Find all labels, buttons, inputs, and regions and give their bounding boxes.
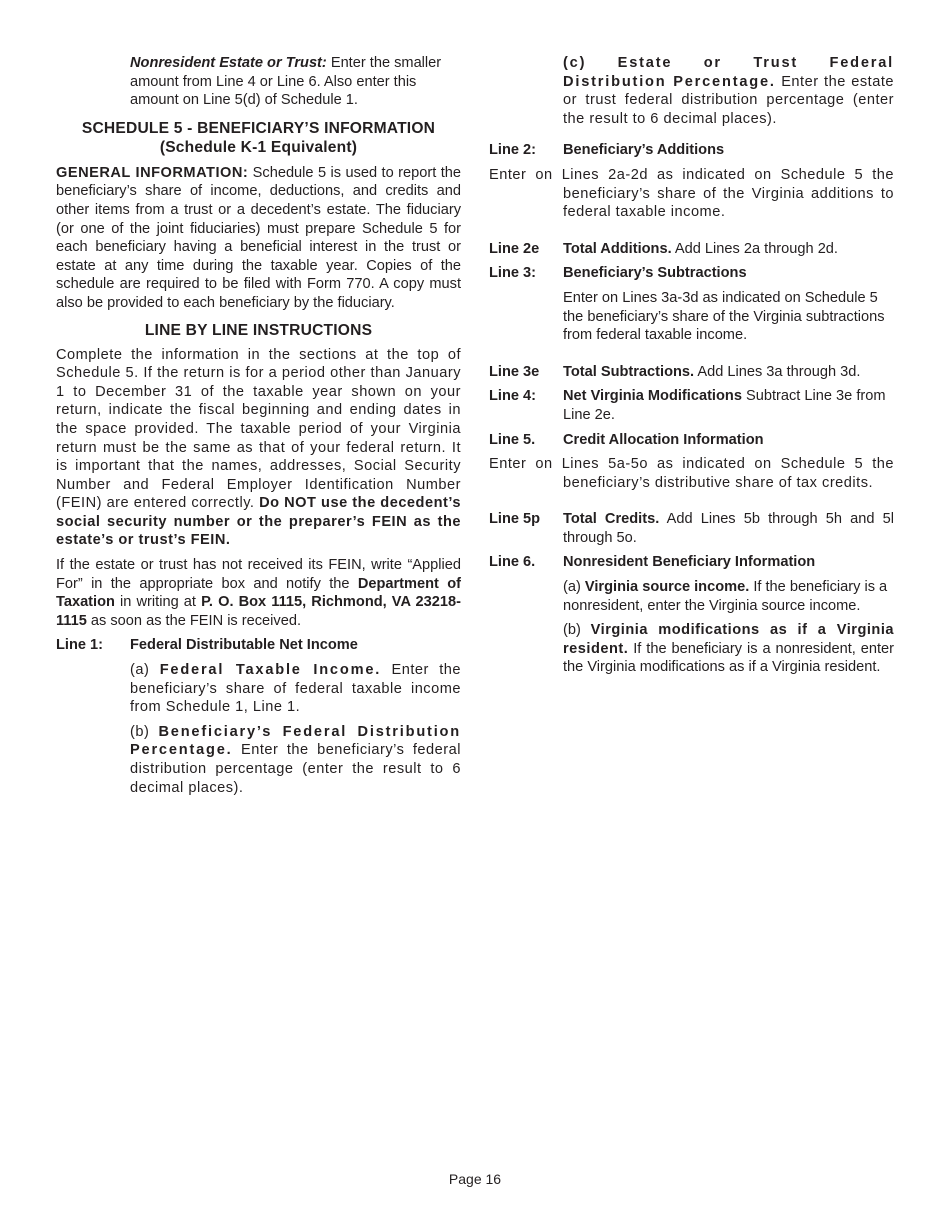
line1-title: Federal Distributable Net Income	[130, 637, 358, 654]
line6-label: Line 6.	[489, 554, 536, 571]
general-information-label: GENERAL INFORMATION:	[56, 164, 249, 181]
general-information-text: Schedule 5 is used to report the beneficiary’s share of income, deductions, and credits and other items from a trust or a decedent’s estate. The fiduciary (or one of the joint fiduciaries) must prepare Schedule 5 for each beneficiary having a beneficial interest in the trust or estate at any time during the taxable year. Copies of the schedule are required to be filed with Form 770. A copy must also be provided to each beneficiary by the fiduciary.	[56, 164, 461, 311]
line4-text: Subtract Line 3e from Line 2e.	[563, 388, 886, 423]
nonresident-estate-paragraph	[130, 54, 461, 110]
line2-title: Beneficiary’s Additions	[563, 142, 725, 159]
line1b-paragraph	[130, 723, 461, 797]
line2-label: Line 2:	[489, 142, 537, 159]
line1a-paragraph	[130, 661, 461, 717]
line6-title: Nonresident Beneficiary Information	[563, 554, 816, 571]
line2e-row	[489, 240, 894, 259]
line6a-paragraph	[563, 578, 894, 615]
department-name: Department of Taxation	[56, 575, 461, 611]
schedule5-heading-line2: (Schedule K-1 Equivalent)	[159, 138, 358, 156]
line6b-paragraph	[563, 621, 894, 677]
line1b-text: Enter the beneficiary’s federal distribution percentage (enter the result to 6 decimal places).	[130, 742, 461, 796]
line2-heading	[489, 141, 894, 160]
line4-row	[489, 387, 894, 424]
nonresident-label: Nonresident Estate or Trust:	[130, 55, 327, 71]
page-number: Page 16	[448, 1171, 502, 1187]
line6a-prefix: (a)	[563, 579, 585, 596]
line1b-title: Beneficiary’s Federal Distribution Percentage.	[130, 723, 461, 759]
line3e-row	[489, 363, 894, 382]
line1-label: Line 1:	[56, 637, 104, 654]
line1c-paragraph	[563, 54, 894, 128]
line2-text: Enter on Lines 2a-2d as indicated on Schedule 5 the beneficiary’s share of the Virginia additions to federal taxable income.	[489, 166, 894, 221]
line3e-label: Line 3e	[489, 363, 540, 380]
fein-paragraph	[56, 556, 461, 630]
schedule5-heading-line1: SCHEDULE 5 - BENEFICIARY’S INFORMATION	[81, 119, 436, 137]
line2e-label: Line 2e	[489, 240, 540, 257]
fein-text-3: as soon as the FEIN is received.	[86, 612, 301, 629]
line6b-text: If the beneficiary is a nonresident, enter the Virginia modifications as if a Virginia resident.	[563, 640, 894, 676]
line5-title: Credit Allocation Information	[563, 431, 764, 448]
schedule5-heading	[56, 119, 461, 157]
line2e-text: Add Lines 2a through 2d.	[671, 240, 838, 257]
fein-warning: Do NOT use the decedent’s social security number or the preparer’s FEIN as the estate’s or trust’s FEIN.	[56, 495, 461, 549]
line5p-text: Add Lines 5b through 5h and 5l through 5o.	[563, 511, 894, 546]
line6a-title: Virginia source income.	[584, 579, 750, 596]
fein-text-2: in writing at	[114, 594, 202, 611]
line6b-prefix: (b)	[563, 622, 591, 639]
complete-information-paragraph	[56, 346, 461, 551]
line4-title: Net Virginia Modifications	[563, 388, 742, 405]
line3-text: Enter on Lines 3a-3d as indicated on Schedule 5 the beneficiary’s share of the Virginia subtractions from federal taxable income.	[563, 289, 885, 344]
line5-label: Line 5.	[489, 431, 536, 448]
fein-text-1: If the estate or trust has not received its FEIN, write “Applied For” in the appropriate box and notify the	[56, 557, 461, 592]
line5p-label: Line 5p	[489, 511, 541, 528]
line1a-title: Federal Taxable Income.	[159, 662, 382, 679]
mailing-address: P. O. Box 1115, Richmond, VA 23218-1115	[56, 594, 462, 629]
left-column	[56, 54, 461, 797]
line2e-title: Total Additions.	[563, 240, 672, 257]
line1a-prefix: (a)	[130, 662, 160, 679]
line3-title: Beneficiary’s Subtractions	[563, 265, 747, 282]
line1-heading	[56, 636, 461, 655]
line6a-text: If the beneficiary is a nonresident, enter the Virginia source income.	[563, 579, 888, 614]
line5p-title: Total Credits.	[563, 511, 660, 528]
line1c-title: (c) Estate or Trust Federal Distribution Percentage.	[563, 55, 894, 90]
line1b-prefix: (b)	[130, 723, 159, 740]
nonresident-text: Enter the smaller amount from Line 4 or Line 6. Also enter this amount on Line 5(d) of Schedule 1.	[130, 55, 442, 109]
complete-information-text: Complete the information in the sections at the top of Schedule 5. If the return is for a period other than January 1 to December 31 of the taxable year shown on your return, indicate the fiscal beginning and ending dates in the space provided. The taxable period of your Virginia return must be the same as that of your federal return. It is important that the names, addresses, Social Security Number and Federal Employer Identification Number (FEIN) are entered correctly.	[56, 346, 461, 512]
line3-heading	[489, 264, 894, 283]
line5-text: Enter on Lines 5a-5o as indicated on Schedule 5 the beneficiary’s distributive share of tax credits.	[489, 456, 894, 491]
line3-label: Line 3:	[489, 265, 537, 282]
line3e-text: Add Lines 3a through 3d.	[694, 363, 861, 380]
right-column	[489, 54, 894, 677]
line1c-text: Enter the estate or trust federal distribution percentage (enter the result to 6 decimal places).	[563, 73, 895, 127]
line6-heading	[489, 553, 894, 572]
line5p-row	[489, 510, 894, 547]
line4-label: Line 4:	[489, 388, 537, 405]
line1a-text: Enter the beneficiary’s share of federal taxable income from Schedule 1, Line 1.	[130, 662, 461, 716]
line5-heading	[489, 431, 894, 450]
line-by-line-heading: LINE BY LINE INSTRUCTIONS	[144, 321, 373, 339]
line6b-title: Virginia modifications as if a Virginia resident.	[563, 622, 894, 657]
line3e-title: Total Subtractions.	[563, 363, 695, 380]
general-information-paragraph	[56, 164, 461, 313]
